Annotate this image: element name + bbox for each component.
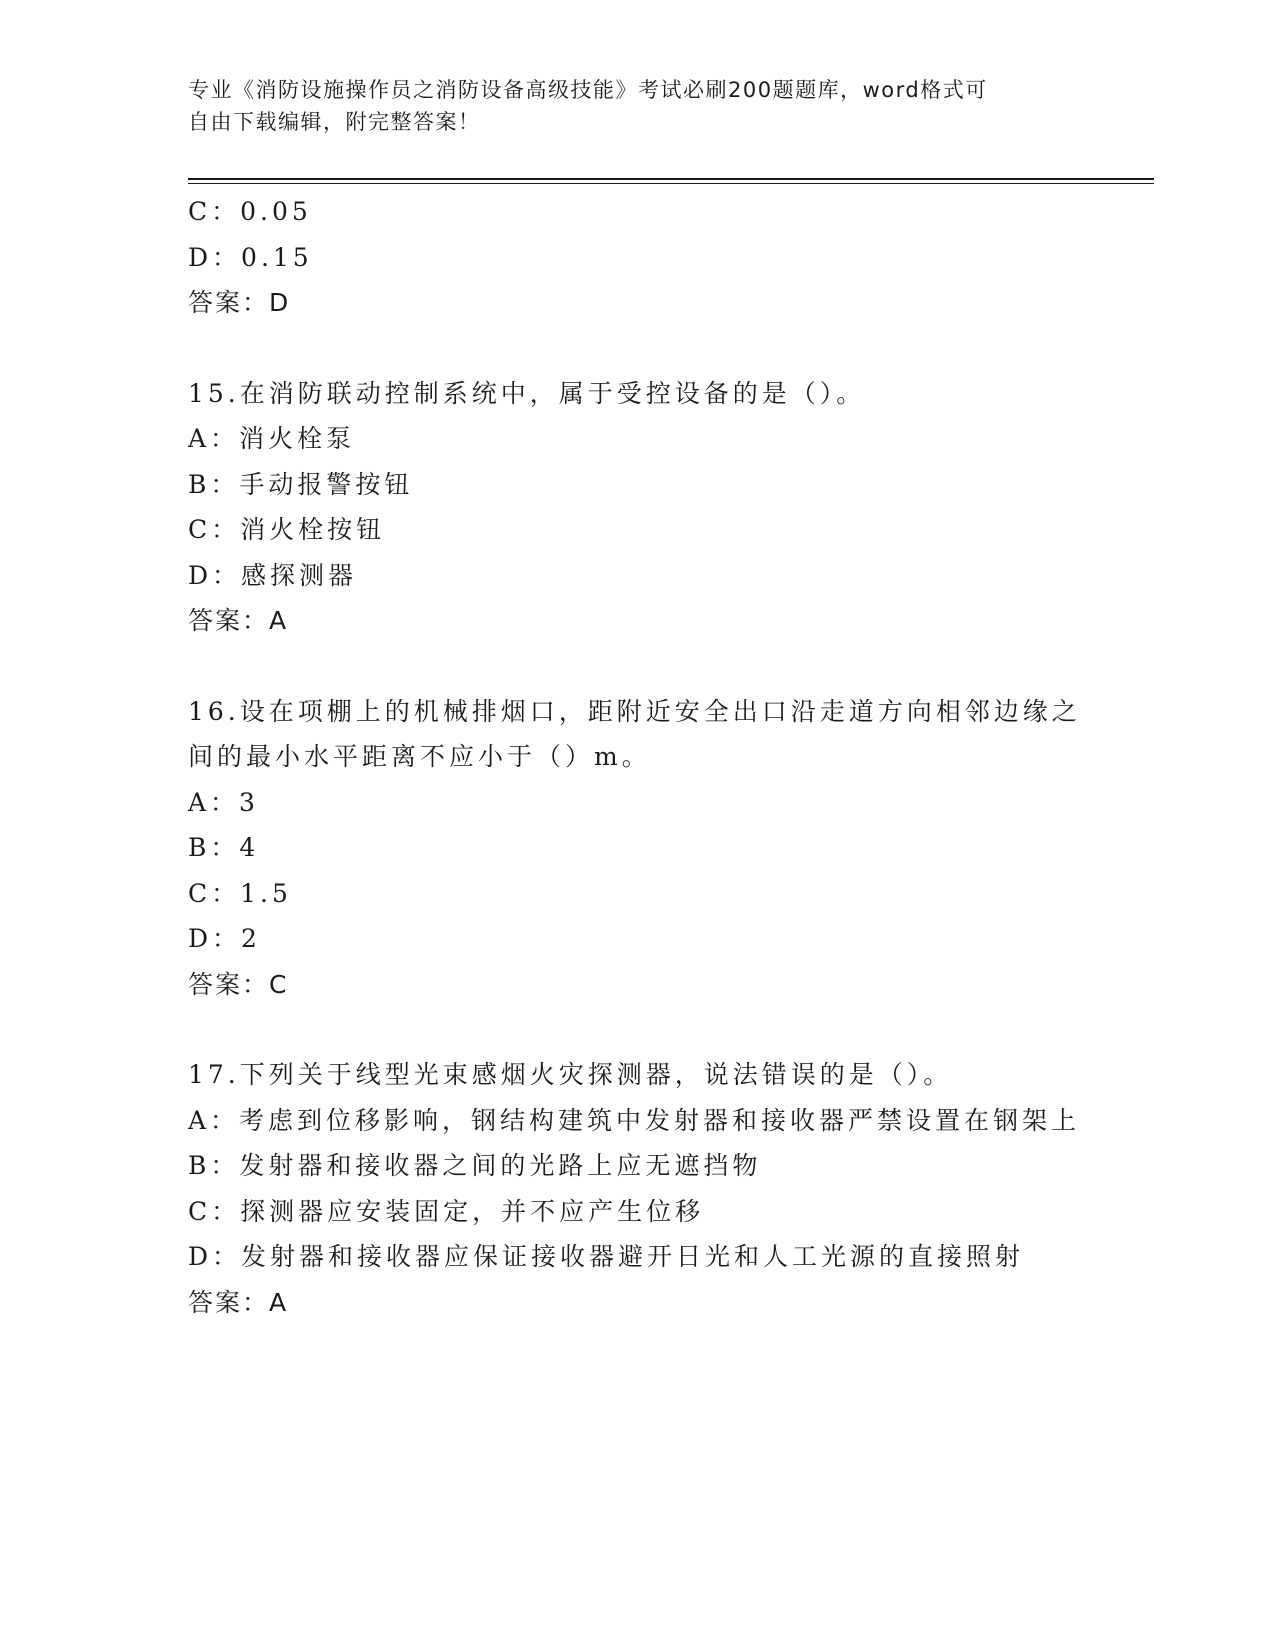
header-line-1: 专业《消防设施操作员之消防设备高级技能》考试必刷200题题库，word格式可 <box>188 78 988 102</box>
spacer <box>188 326 1148 371</box>
option-d: D：感探测器 <box>188 560 358 590</box>
document-header <box>188 74 1068 138</box>
option-a: A：3 <box>188 787 259 817</box>
spacer <box>188 644 1148 689</box>
question-stem: 16.设在项棚上的机械排烟口，距附近安全出口沿走道方向相邻边缘之 <box>188 696 1081 726</box>
answer: 答案：A <box>188 606 289 635</box>
option-a: A：考虑到位移影响，钢结构建筑中发射器和接收器严禁设置在钢架上 <box>188 1105 1081 1135</box>
option-d: D：发射器和接收器应保证接收器避开日光和人工光源的直接照射 <box>188 1242 1025 1271</box>
question-content <box>188 189 1148 1325</box>
question-stem-continued: 间的最小水平距离不应小于（）m。 <box>188 742 651 771</box>
question-16 <box>188 689 1148 1008</box>
question-stem: 17.下列关于线型光束感烟火灾探测器，说法错误的是（）。 <box>188 1060 953 1089</box>
question-continuation <box>188 189 1148 326</box>
option-d: D：0.15 <box>188 242 313 272</box>
header-rule-thin <box>188 183 1154 184</box>
option-c: C：消火栓按钮 <box>188 515 386 544</box>
option-a: A：消火栓泵 <box>188 424 356 453</box>
question-stem: 15.在消防联动控制系统中，属于受控设备的是（）。 <box>188 378 866 408</box>
spacer <box>188 1007 1148 1052</box>
question-17 <box>188 1052 1148 1325</box>
option-c: C：0.05 <box>188 197 312 226</box>
option-d: D：2 <box>188 924 261 953</box>
option-b: B：4 <box>188 833 260 862</box>
header-rule-thick <box>188 178 1154 180</box>
option-b: B：手动报警按钮 <box>188 469 414 499</box>
header-line-2: 自由下载编辑，附完整答案！ <box>188 110 481 134</box>
option-c: C：1.5 <box>188 878 292 908</box>
option-c: C：探测器应安装固定，并不应产生位移 <box>188 1196 705 1226</box>
answer: 答案：C <box>188 969 289 999</box>
answer: 答案：A <box>188 1287 289 1317</box>
question-15 <box>188 371 1148 644</box>
option-b: B：发射器和接收器之间的光路上应无遮挡物 <box>188 1151 762 1180</box>
answer: 答案：D <box>188 288 291 317</box>
